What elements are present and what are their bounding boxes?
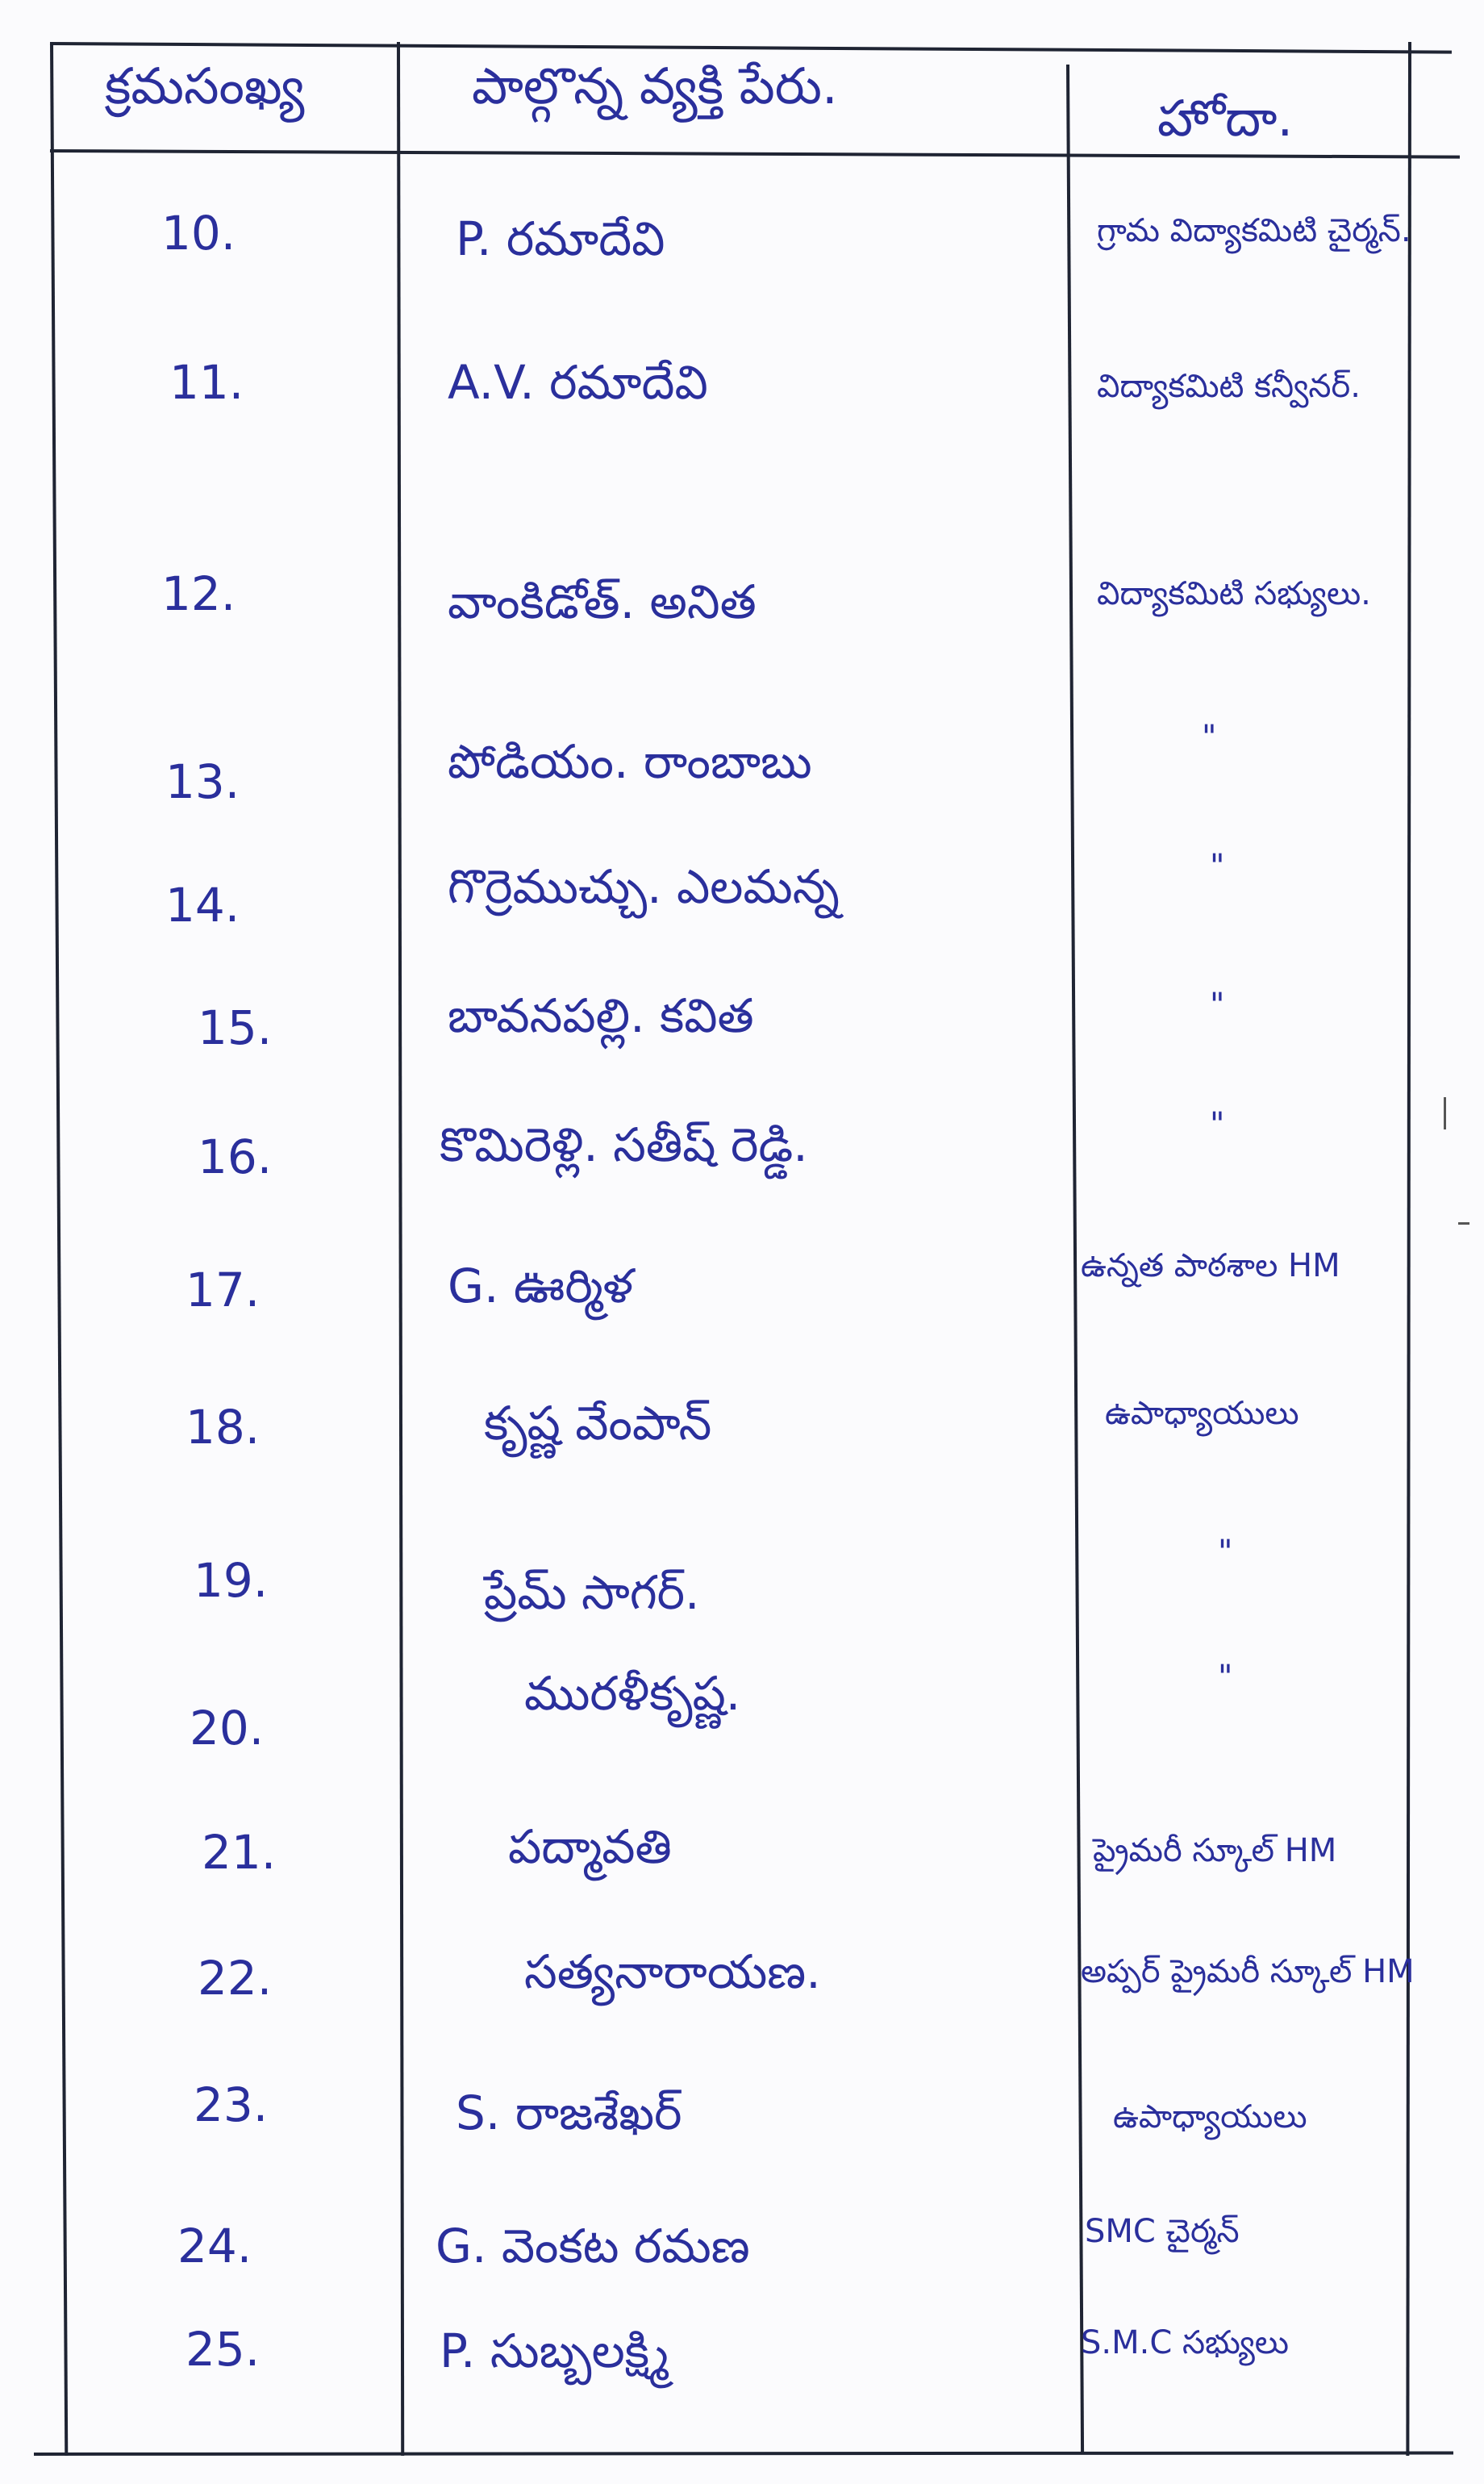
row-serial-no: 20. — [190, 1701, 265, 1755]
row-participant-name: మురళీకృష్ణ. — [524, 1666, 741, 1721]
row-serial-no: 21. — [202, 1825, 277, 1880]
header-designation: హోదా. — [1157, 89, 1294, 148]
row-designation: ఉపాధ్యాయులు — [1113, 2098, 1307, 2135]
row-designation: SMC చైర్మన్ — [1085, 2213, 1240, 2250]
scan-mark — [1458, 1222, 1469, 1225]
row-designation: ఉపాధ్యాయులు — [1105, 1395, 1299, 1432]
row-participant-name: S. రాజశేఖర్ — [456, 2085, 682, 2140]
row-serial-no: 12. — [161, 566, 236, 621]
row-serial-no: 10. — [161, 206, 236, 261]
row-participant-name: ప్రేమ్ సాగర్. — [484, 1565, 700, 1620]
row-participant-name: P. రమాదేవి — [456, 211, 665, 266]
row-designation: S.M.C సభ్యులు — [1081, 2324, 1289, 2361]
row-participant-name: గొర్రెముచ్చు. ఎలమన్న — [448, 859, 840, 914]
header-serial-no: క్రమసంఖ్య — [105, 56, 305, 115]
row-serial-no: 13. — [165, 754, 240, 809]
row-serial-no: 15. — [198, 1000, 273, 1055]
row-serial-no: 23. — [194, 2077, 269, 2132]
row-participant-name: పద్మావతి — [508, 1819, 672, 1874]
table-left-border — [50, 42, 68, 2456]
row-serial-no: 22. — [198, 1951, 273, 2006]
row-participant-name: A.V. రమాదేవి — [448, 355, 708, 410]
row-designation: " — [1210, 987, 1225, 1024]
column-divider-serial — [397, 42, 404, 2456]
row-serial-no: 11. — [169, 355, 244, 410]
row-participant-name: కొమిరెళ్లి. సతీష్ రెడ్డి. — [440, 1117, 808, 1172]
row-designation: గ్రామ విద్యాకమిటి చైర్మన్. — [1097, 212, 1411, 249]
row-serial-no: 16. — [198, 1129, 273, 1184]
row-designation: " — [1218, 1534, 1233, 1571]
row-designation: " — [1210, 1106, 1225, 1143]
row-serial-no: 24. — [177, 2219, 252, 2273]
row-participant-name: పోడియం. రాంబాబు — [448, 734, 812, 789]
row-participant-name: G. ఊర్మిళ — [448, 1259, 634, 1313]
row-serial-no: 17. — [186, 1263, 261, 1317]
row-serial-no: 14. — [165, 878, 240, 933]
row-participant-name: P. సుబ్బలక్ష్మి — [440, 2323, 669, 2378]
row-designation: అప్పర్ ప్రైమరీ స్కూల్ HM — [1081, 1953, 1415, 1990]
row-serial-no: 19. — [194, 1553, 269, 1608]
row-designation: " — [1218, 1659, 1233, 1696]
row-participant-name: బావనపల్లి. కవిత — [448, 988, 754, 1043]
row-designation: విద్యాకమిటి కన్వీనర్. — [1097, 368, 1361, 405]
row-participant-name: సత్యనారాయణ. — [524, 1944, 821, 1999]
row-participant-name: కృష్ణ వేంపాన్ — [484, 1396, 712, 1451]
row-designation: విద్యాకమిటి సభ్యులు. — [1097, 575, 1371, 612]
row-participant-name: వాంకిడోత్. అనిత — [448, 574, 757, 629]
row-designation: " — [1210, 848, 1225, 885]
row-serial-no: 18. — [186, 1400, 261, 1455]
row-designation: ప్రైమరీ స్కూల్ HM — [1093, 1832, 1337, 1869]
scan-mark — [1444, 1097, 1446, 1129]
row-serial-no: 25. — [186, 2322, 261, 2377]
row-designation: ఉన్నత పాఠశాల HM — [1081, 1247, 1340, 1284]
row-designation: " — [1202, 719, 1217, 756]
header-participant-name: పాల్గొన్న వ్యక్తి పేరు. — [472, 56, 838, 115]
row-participant-name: G. వెంకట రమణ — [436, 2219, 750, 2273]
table-bottom-rule — [34, 2451, 1453, 2456]
table-top-rule — [50, 42, 1452, 54]
